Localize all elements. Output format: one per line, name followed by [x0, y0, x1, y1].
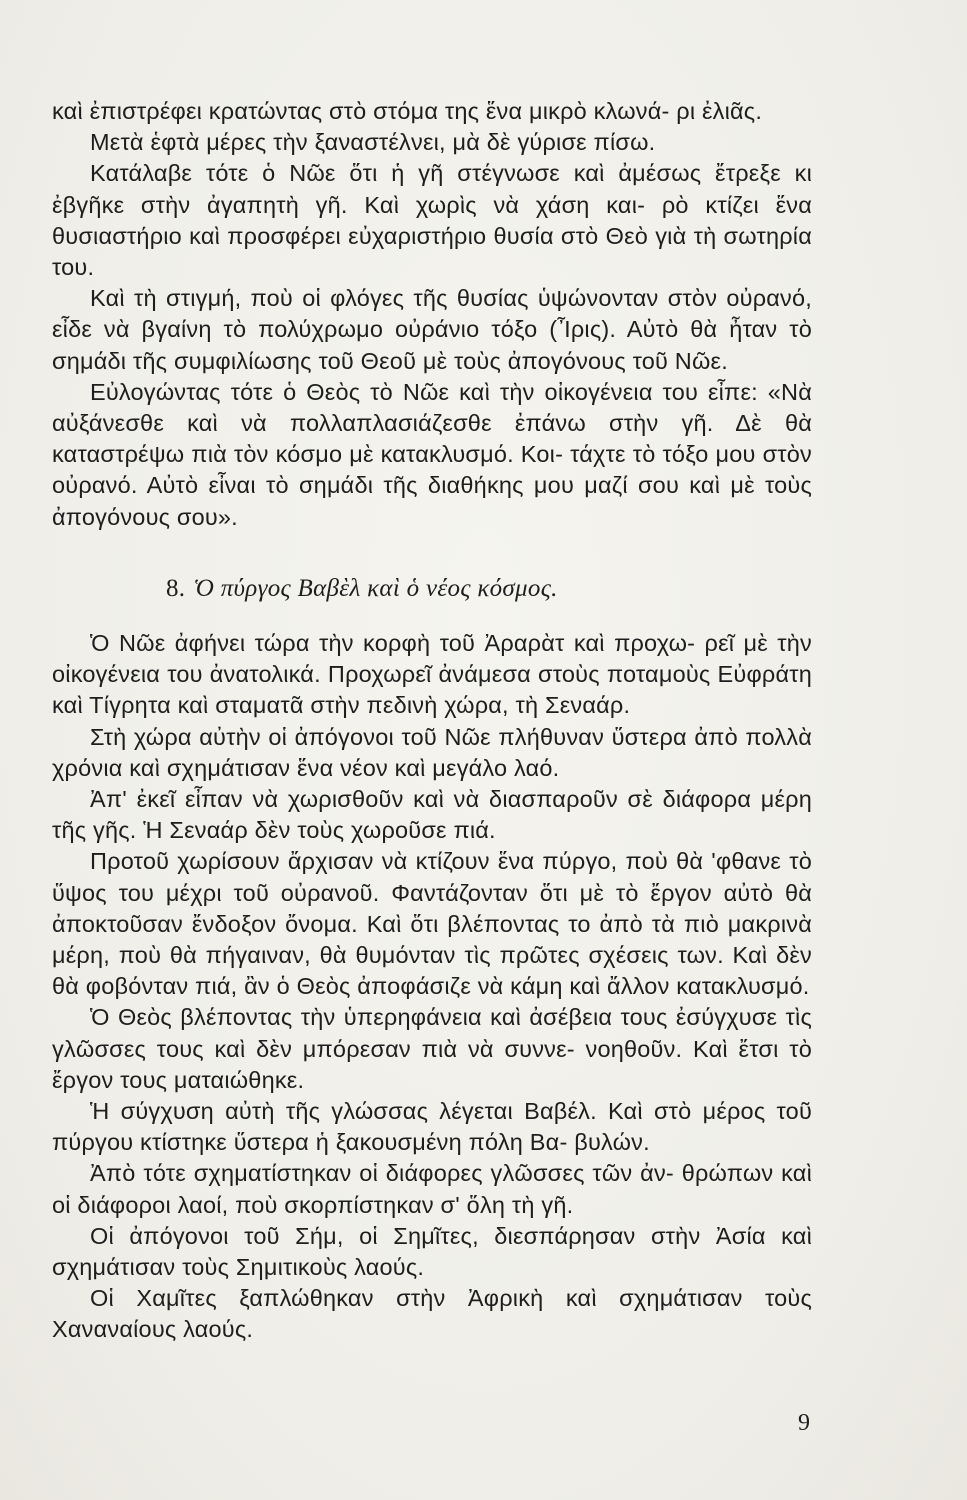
paragraph: Στὴ χώρα αὐτὴν οἱ ἀπόγονοι τοῦ Νῶε πλήθυναν ὕστερα ἀπὸ πολλὰ χρόνια καὶ σχημάτισαν ἕνα νέον καὶ μεγάλο λαό.	[52, 723, 812, 781]
paragraph: Οἱ ἀπόγονοι τοῦ Σήμ, οἱ Σημῖτες, διεσπάρησαν στὴν Ἀσία καὶ σχημάτισαν τοὺς Σημιτικοὺς λαούς.	[52, 1222, 812, 1281]
section-title: Ὁ πύργος Βαβὲλ καὶ ὁ νέος κόσμος.	[193, 575, 558, 602]
text-block-top	[52, 96, 812, 533]
paragraph: Οἱ Χαμῖτες ξαπλώθηκαν στὴν Ἀφρικὴ καὶ σχημάτισαν τοὺς Χαναναίους λαούς.	[52, 1285, 812, 1343]
paragraph: Κατάλαβε τότε ὁ Νῶε ὅτι ἡ γῆ στέγνωσε καὶ ἀμέσως ἔτρεξε κι ἐβγῆκε στὴν ἀγαπητὴ γῆ. Καὶ χωρὶς νὰ χάση και- ρὸ κτίζει ἕνα θυσιαστήριο καὶ προσφέρει εὐχαριστήριο θυσία στὸ Θεὸ γιὰ τὴ σωτηρία του.	[52, 160, 812, 281]
paragraph: Ἀπὸ τότε σχηματίστηκαν οἱ διάφορες γλῶσσες τῶν ἀν- θρώπων καὶ οἱ διάφοροι λαοί, ποὺ σκορπίστηκαν σ' ὅλη τὴ γῆ.	[52, 1160, 812, 1218]
text-block-bottom	[52, 628, 812, 1346]
paragraph: Ὁ Θεὸς βλέποντας τὴν ὑπερηφάνεια καὶ ἀσέβεια τους ἐσύγχυσε τὶς γλῶσσες τους καὶ δὲν μπόρεσαν πιὰ νὰ συννε- νοηθοῦν. Καὶ ἔτσι τὸ ἔργον τους ματαιώθηκε.	[52, 1004, 812, 1093]
paragraph: Ὁ Νῶε ἀφήνει τώρα τὴν κορφὴ τοῦ Ἀραρὰτ καὶ προχω- ρεῖ μὲ τὴν οἰκογένεια του ἀνατολικά. Προχωρεῖ ἀνάμεσα στοὺς ποταμοὺς Εὐφράτη καὶ Τίγρητα καὶ σταματᾶ στὴν πεδινὴ χώρα, τὴ Σεναάρ.	[52, 630, 812, 719]
paragraph: Προτοῦ χωρίσουν ἄρχισαν νὰ κτίζουν ἕνα πύργο, ποὺ θὰ 'φθανε τὸ ὕψος του μέχρι τοῦ οὐρανοῦ. Φαντάζονταν ὅτι μὲ τὸ ἔργον αὐτὸ θὰ ἀποκτοῦσαν ἔνδοξον ὄνομα. Καὶ ὅτι βλέποντας το ἀπὸ τὰ πιὸ μακρινὰ μέρη, ποὺ θὰ πήγαιναν, θὰ θυμόνταν τὶς πρῶτες σχέσεις των. Καὶ δὲν θὰ φοβόνταν πιά, ἂν ὁ Θεὸς ἀποφάσιζε νὰ κάμη καὶ ἄλλον κατακλυσμό.	[52, 848, 812, 1000]
paragraph: Μετὰ ἑφτὰ μέρες τὴν ξαναστέλνει, μὰ δὲ γύρισε πίσω.	[90, 129, 656, 156]
paragraph: Ἡ σύγχυση αὐτὴ τῆς γλώσσας λέγεται Βαβέλ. Καὶ στὸ μέρος τοῦ πύργου κτίστηκε ὕστερα ἡ ξακουσμένη πόλη Βα- βυλών.	[52, 1098, 812, 1156]
paragraph: Ἀπ' ἐκεῖ εἶπαν νὰ χωρισθοῦν καὶ νὰ διασπαροῦν σὲ διάφορα μέρη τῆς γῆς. Ἡ Σεναάρ δὲν τοὺς χωροῦσε πιά.	[52, 786, 812, 844]
paragraph: Εὐλογώντας τότε ὁ Θεὸς τὸ Νῶε καὶ τὴν οἰκογένεια του εἶπε: «Νὰ αὐξάνεσθε καὶ νὰ πολλαπλασιάζεσθε ἐπάνω στὴν γῆ. Δὲ θὰ καταστρέψω πιὰ τὸν κόσμο μὲ κατακλυσμό. Κοι- τάχτε τὸ τόξο μου στὸν οὐρανό. Αὐτὸ εἶναι τὸ σημάδι τῆς διαθήκης μου μαζί σου καὶ μὲ τοὺς ἀπογόνους σου».	[52, 378, 812, 530]
paragraph: καὶ ἐπιστρέφει κρατώντας στὸ στόμα της ἕνα μικρὸ κλωνά- ρι ἐλιᾶς.	[52, 98, 763, 124]
section-number: 8.	[166, 575, 186, 602]
section-heading	[0, 575, 967, 603]
paragraph: Καὶ τὴ στιγμή, ποὺ οἱ φλόγες τῆς θυσίας ὑψώνονταν στὸν οὐρανό, εἶδε νὰ βγαίνη τὸ πολύχρωμο οὐράνιο τόξο (Ἶρις). Αὐτὸ θὰ ἦταν τὸ σημάδι τῆς συμφιλίωσης τοῦ Θεοῦ μὲ τοὺς ἀπογόνους τοῦ Νῶε.	[52, 285, 812, 374]
page-number: 9	[798, 1410, 810, 1436]
